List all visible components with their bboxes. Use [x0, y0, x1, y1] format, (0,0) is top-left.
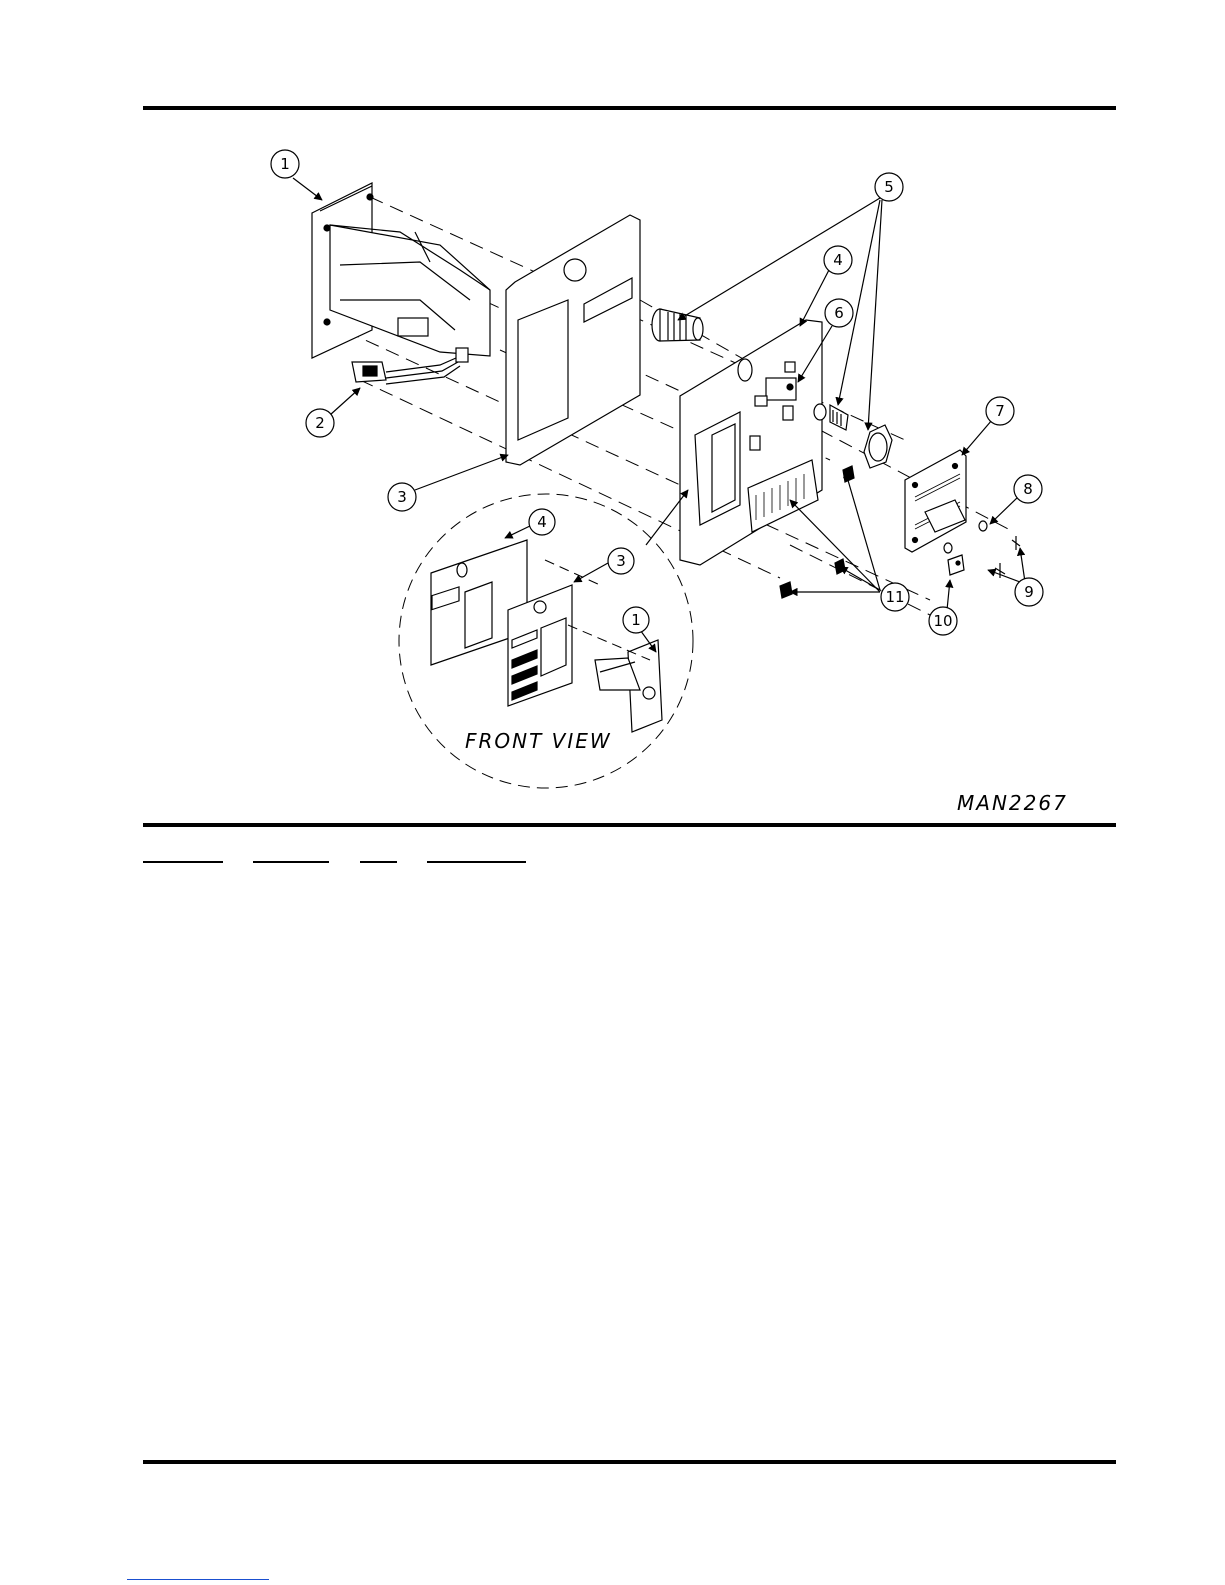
table-header-col-3	[360, 845, 397, 863]
inset-callout-4	[529, 509, 555, 535]
svg-text:1: 1	[631, 611, 641, 629]
callout-3	[388, 483, 416, 511]
svg-text:4: 4	[833, 251, 843, 269]
table-header-col-4	[427, 845, 526, 863]
part-7-circuit-board	[905, 450, 966, 552]
svg-text:2: 2	[315, 414, 325, 432]
callout-8	[1014, 475, 1042, 503]
drawing-number: MAN2267	[957, 791, 1068, 815]
svg-text:3: 3	[616, 552, 626, 570]
callout-7	[986, 397, 1014, 425]
callout-5	[875, 173, 903, 201]
svg-text:4: 4	[537, 513, 547, 531]
svg-text:7: 7	[995, 402, 1005, 420]
callout-10	[929, 607, 957, 635]
part-3-decal	[506, 215, 640, 465]
svg-text:10: 10	[933, 612, 953, 630]
part-1-coin-acceptor	[312, 183, 490, 358]
inset-callout-3	[608, 548, 634, 574]
svg-text:6: 6	[834, 304, 844, 322]
svg-text:9: 9	[1024, 583, 1034, 601]
table-header-col-2	[253, 845, 329, 863]
svg-text:3: 3	[397, 488, 407, 506]
callout-2	[306, 409, 334, 437]
part-4-mounting-panel	[680, 320, 822, 565]
part-5-lock	[652, 309, 703, 341]
footer-link[interactable]	[127, 1565, 269, 1580]
callout-1	[271, 150, 299, 178]
svg-text:8: 8	[1023, 480, 1033, 498]
front-view-label: FRONT VIEW	[465, 729, 612, 753]
svg-text:11: 11	[885, 588, 905, 606]
svg-text:5: 5	[884, 178, 894, 196]
svg-text:1: 1	[280, 155, 290, 173]
callout-9	[1015, 578, 1043, 606]
inset-callout-1	[623, 607, 649, 633]
callout-11	[881, 583, 909, 611]
table-header-col-1	[143, 845, 223, 863]
callout-6	[825, 299, 853, 327]
callout-4	[824, 246, 852, 274]
